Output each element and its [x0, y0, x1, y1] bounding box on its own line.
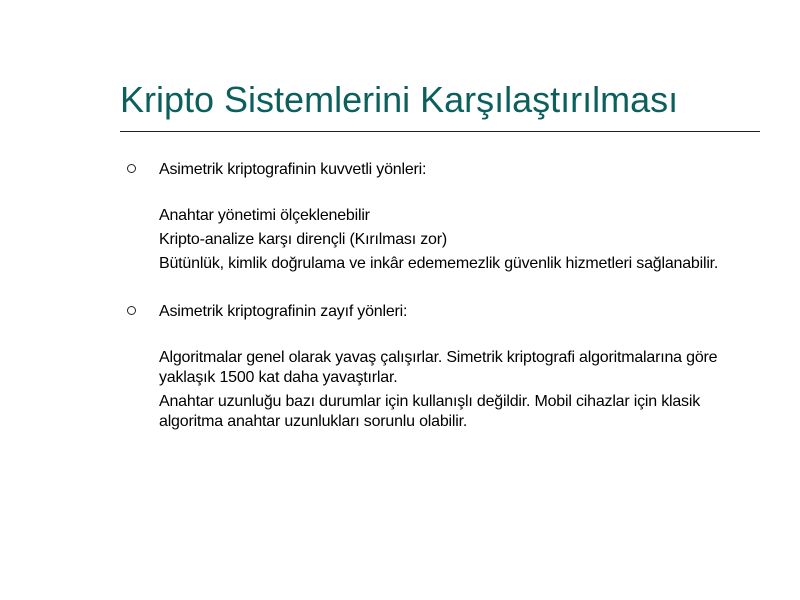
strengths-heading: Asimetrik kriptografinin kuvvetli yönleri:: [159, 161, 427, 178]
weaknesses-list: [124, 348, 764, 432]
circle-bullet-icon: [127, 164, 136, 173]
strengths-heading-row: [124, 160, 764, 182]
slide-title: Kripto Sistemlerini Karşılaştırılması: [120, 79, 679, 120]
weaknesses-section: [124, 302, 764, 432]
list-item: Anahtar yönetimi ölçeklenebilir: [159, 207, 370, 224]
list-item: Algoritmalar genel olarak yavaş çalışırlar. Simetrik kriptografi algoritmalarına göre yaklaşık 1500 kat daha yavaştırlar.: [159, 349, 718, 386]
weaknesses-heading-row: [124, 302, 764, 324]
circle-bullet-icon: [127, 306, 136, 315]
strengths-section: [124, 160, 764, 274]
title-divider: [120, 131, 760, 132]
list-item: Kripto-analize karşı dirençli (Kırılması zor): [159, 231, 447, 248]
list-item: Bütünlük, kimlik doğrulama ve inkâr edememezlik güvenlik hizmetleri sağlanabilir.: [159, 255, 719, 272]
list-item: Anahtar uzunluğu bazı durumlar için kullanışlı değildir. Mobil cihazlar için klasik algoritma anahtar uzunlukları sorunlu olabilir.: [159, 393, 701, 430]
slide-content: [124, 160, 764, 436]
strengths-list: [124, 206, 764, 274]
weaknesses-heading: Asimetrik kriptografinin zayıf yönleri:: [159, 303, 408, 320]
